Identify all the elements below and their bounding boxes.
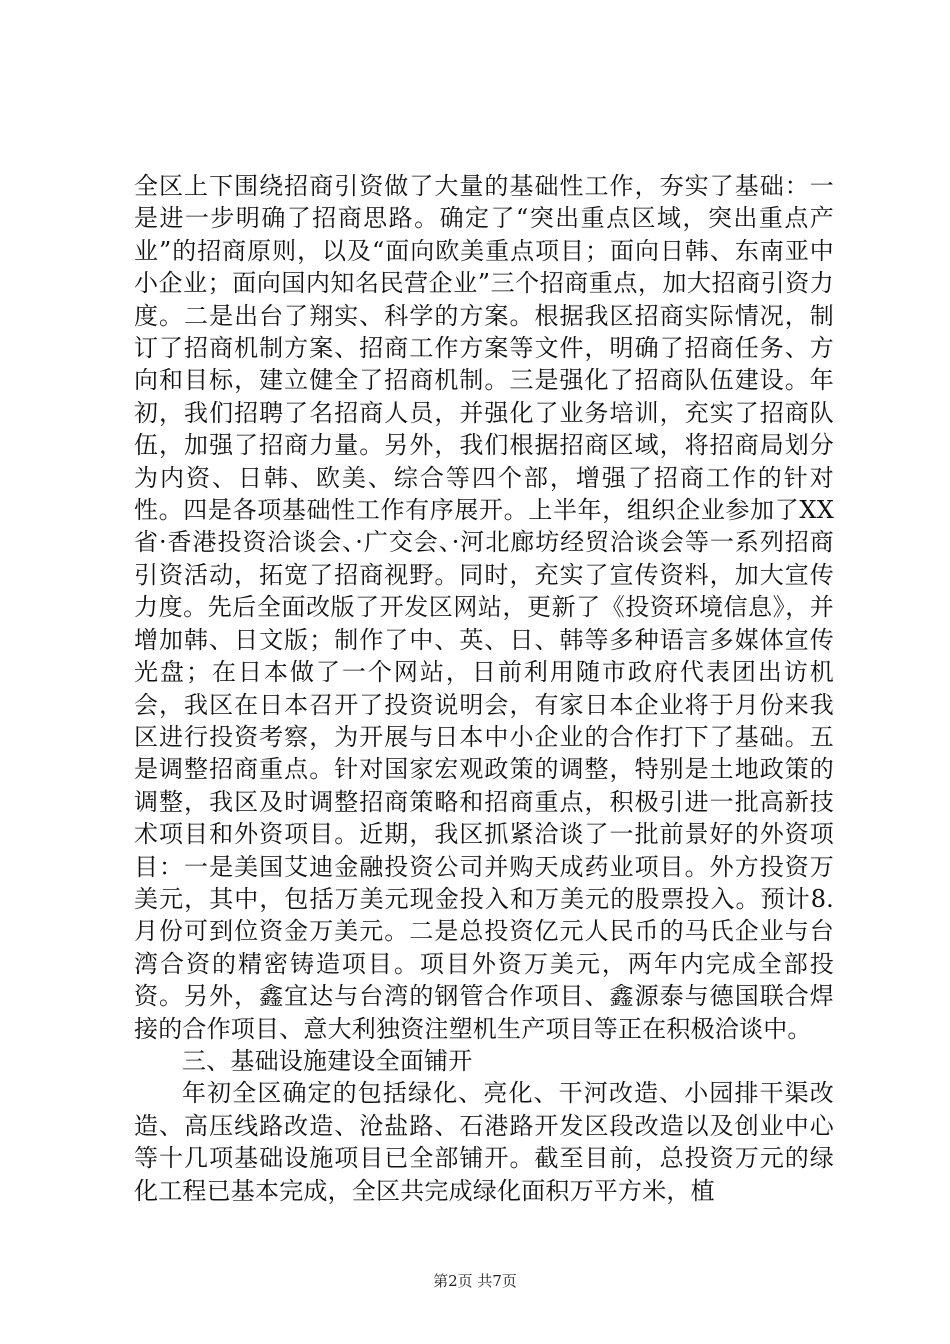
body-paragraph: 年初全区确定的包括绿化、亮化、干河改造、小园排干渠改造、高压线路改造、沧盐路、石港路开发区段改造以及创业中心等十几项基础设施项目已全部铺开。截至目前，总投资万元的绿化工程已基本完成，全区共完成绿化面积万平方米，植 [134, 1079, 834, 1205]
document-body [134, 170, 834, 1207]
page-number-footer: 第2页 共7页 [433, 1272, 517, 1290]
section-heading: 三、基础设施建设全面铺开 [182, 1046, 473, 1075]
body-paragraph: 全区上下围绕招商引资做了大量的基础性工作，夯实了基础：一是进一步明确了招商思路。确定了“突出重点区域，突出重点产业”的招商原则，以及“面向欧美重点项目；面向日韩、东南亚中小企业；面向国内知名民营企业”三个招商重点，加大招商引资力度。二是出台了翔实、科学的方案。根据我区招商实际情况，制订了招商机制方案、招商工作方案等文件，明确了招商任务、方向和目标，建立健全了招商机制。三是强化了招商队伍建设。年初，我们招聘了名招商人员，并强化了业务培训，充实了招商队伍，加强了招商力量。另外，我们根据招商区域，将招商局划分为内资、日韩、欧美、综合等四个部，增强了招商工作的针对性。四是各项基础性工作有序展开。上半年，组织企业参加了XX省·香港投资洽谈会、·广交会、·河北廊坊经贸洽谈会等一系列招商引资活动，拓宽了招商视野。同时，充实了宣传资料，加大宣传力度。先后全面改版了开发区网站，更新了《投资环境信息》，并增加韩、日文版；制作了中、英、日、韩等多种语言多媒体宣传光盘；在日本做了一个网站，日前利用随市政府代表团出访机会，我区在日本召开了投资说明会，有家日本企业将于月份来我区进行投资考察，为开展与日本中小企业的合作打下了基础。五是调整招商重点。针对国家宏观政策的调整，特别是土地政策的调整，我区及时调整招商策略和招商重点，积极引进一批高新技术项目和外资项目。近期，我区抓紧洽谈了一批前景好的外资项目：一是美国艾迪金融投资公司并购天成药业项目。外方投资万美元，其中，包括万美元现金投入和万美元的股票投入。预计8.月份可到位资金万美元。二是总投资亿元人民币的马氏企业与台湾合资的精密铸造项目。项目外资万美元，两年内完成全部投资。另外，鑫宜达与台湾的钢管合作项目、鑫源泰与德国联合焊接的合作项目、意大利独资注塑机生产项目等正在积极洽谈中。 [134, 172, 834, 1043]
